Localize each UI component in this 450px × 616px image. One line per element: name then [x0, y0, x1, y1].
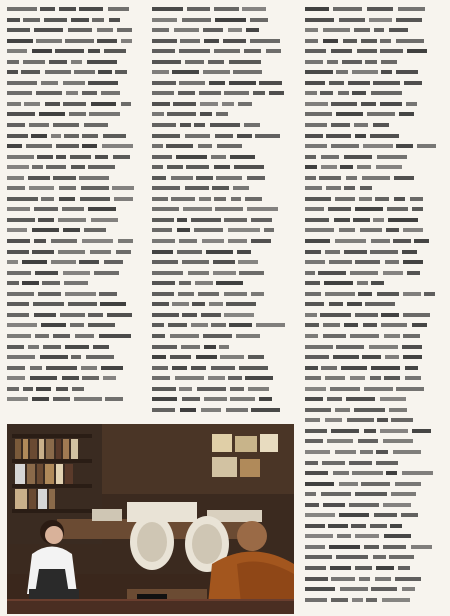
text-line [7, 141, 144, 152]
article-column-left [7, 4, 144, 405]
text-line [7, 204, 144, 215]
text-line [152, 225, 294, 236]
text-line [152, 183, 294, 194]
text-line [152, 131, 294, 142]
text-line [305, 152, 445, 163]
text-line [305, 36, 445, 47]
text-line [152, 331, 294, 342]
text-line [305, 247, 445, 258]
text-line [305, 120, 445, 131]
text-line [305, 46, 445, 57]
text-line [7, 4, 144, 15]
text-line [7, 225, 144, 236]
text-line [152, 268, 294, 279]
text-line [305, 183, 445, 194]
text-line [7, 247, 144, 258]
text-line [7, 320, 144, 331]
text-line [305, 394, 445, 405]
text-line [7, 131, 144, 142]
text-line [305, 352, 445, 363]
text-line [7, 352, 144, 363]
text-line [7, 384, 144, 395]
text-line [305, 173, 445, 184]
text-line [305, 109, 445, 120]
text-line [305, 436, 445, 447]
text-line [305, 574, 445, 585]
text-line [152, 215, 294, 226]
text-line [152, 99, 294, 110]
text-line [305, 67, 445, 78]
text-line [152, 141, 294, 152]
text-line [305, 331, 445, 342]
text-line [152, 247, 294, 258]
article-column-right [305, 4, 445, 605]
text-line [305, 99, 445, 110]
text-line [7, 268, 144, 279]
text-line [7, 236, 144, 247]
text-line [305, 521, 445, 532]
text-line [7, 173, 144, 184]
text-line [305, 342, 445, 353]
text-line [7, 25, 144, 36]
text-line [7, 36, 144, 47]
text-line [305, 225, 445, 236]
text-line [152, 320, 294, 331]
text-line [305, 25, 445, 36]
text-line [7, 120, 144, 131]
text-line [152, 46, 294, 57]
text-line [152, 342, 294, 353]
text-line [305, 310, 445, 321]
text-line [7, 373, 144, 384]
text-line [152, 4, 294, 15]
text-line [152, 405, 294, 416]
text-line [305, 595, 445, 606]
text-line [305, 88, 445, 99]
text-line [152, 289, 294, 300]
text-line [305, 320, 445, 331]
text-line [305, 479, 445, 490]
text-line [305, 194, 445, 205]
text-line [7, 363, 144, 374]
text-line [152, 373, 294, 384]
text-line [152, 236, 294, 247]
article-column-middle [152, 4, 294, 415]
text-line [7, 310, 144, 321]
text-line [305, 563, 445, 574]
text-line [305, 510, 445, 521]
text-line [305, 15, 445, 26]
text-line [7, 215, 144, 226]
text-line [305, 57, 445, 68]
text-line [152, 310, 294, 321]
interview-photo [7, 424, 294, 614]
text-line [7, 183, 144, 194]
text-line [305, 78, 445, 89]
text-line [305, 141, 445, 152]
text-line [305, 458, 445, 469]
text-line [7, 394, 144, 405]
text-line [152, 257, 294, 268]
text-line [305, 162, 445, 173]
text-line [305, 289, 445, 300]
text-line [7, 289, 144, 300]
text-line [7, 162, 144, 173]
text-line [305, 447, 445, 458]
text-line [7, 152, 144, 163]
text-line [152, 25, 294, 36]
text-line [152, 384, 294, 395]
text-line [152, 299, 294, 310]
text-line [7, 67, 144, 78]
text-line [305, 531, 445, 542]
text-line [7, 342, 144, 353]
text-line [305, 584, 445, 595]
text-line [152, 152, 294, 163]
text-line [152, 394, 294, 405]
text-line [305, 373, 445, 384]
text-line [7, 88, 144, 99]
text-line [305, 268, 445, 279]
text-line [7, 257, 144, 268]
text-line [305, 257, 445, 268]
text-line [7, 78, 144, 89]
text-line [152, 278, 294, 289]
text-line [305, 489, 445, 500]
text-line [7, 99, 144, 110]
text-line [305, 4, 445, 15]
text-line [152, 88, 294, 99]
text-line [7, 109, 144, 120]
text-line [152, 352, 294, 363]
text-line [305, 405, 445, 416]
text-line [152, 363, 294, 374]
text-line [152, 15, 294, 26]
text-line [305, 215, 445, 226]
text-line [7, 57, 144, 68]
text-line [7, 15, 144, 26]
text-line [305, 552, 445, 563]
text-line [305, 426, 445, 437]
text-line [305, 236, 445, 247]
text-line [152, 173, 294, 184]
text-line [305, 468, 445, 479]
text-line [305, 500, 445, 511]
text-line [305, 131, 445, 142]
text-line [7, 278, 144, 289]
text-line [305, 415, 445, 426]
text-line [305, 204, 445, 215]
text-line [7, 299, 144, 310]
text-line [7, 331, 144, 342]
text-line [152, 109, 294, 120]
text-line [152, 120, 294, 131]
text-line [152, 194, 294, 205]
text-line [305, 278, 445, 289]
text-line [7, 46, 144, 57]
text-line [152, 36, 294, 47]
text-line [305, 542, 445, 553]
text-line [152, 67, 294, 78]
text-line [305, 299, 445, 310]
text-line [7, 194, 144, 205]
text-line [305, 384, 445, 395]
text-line [152, 78, 294, 89]
text-line [305, 363, 445, 374]
text-line [152, 162, 294, 173]
text-line [152, 57, 294, 68]
text-line [152, 204, 294, 215]
